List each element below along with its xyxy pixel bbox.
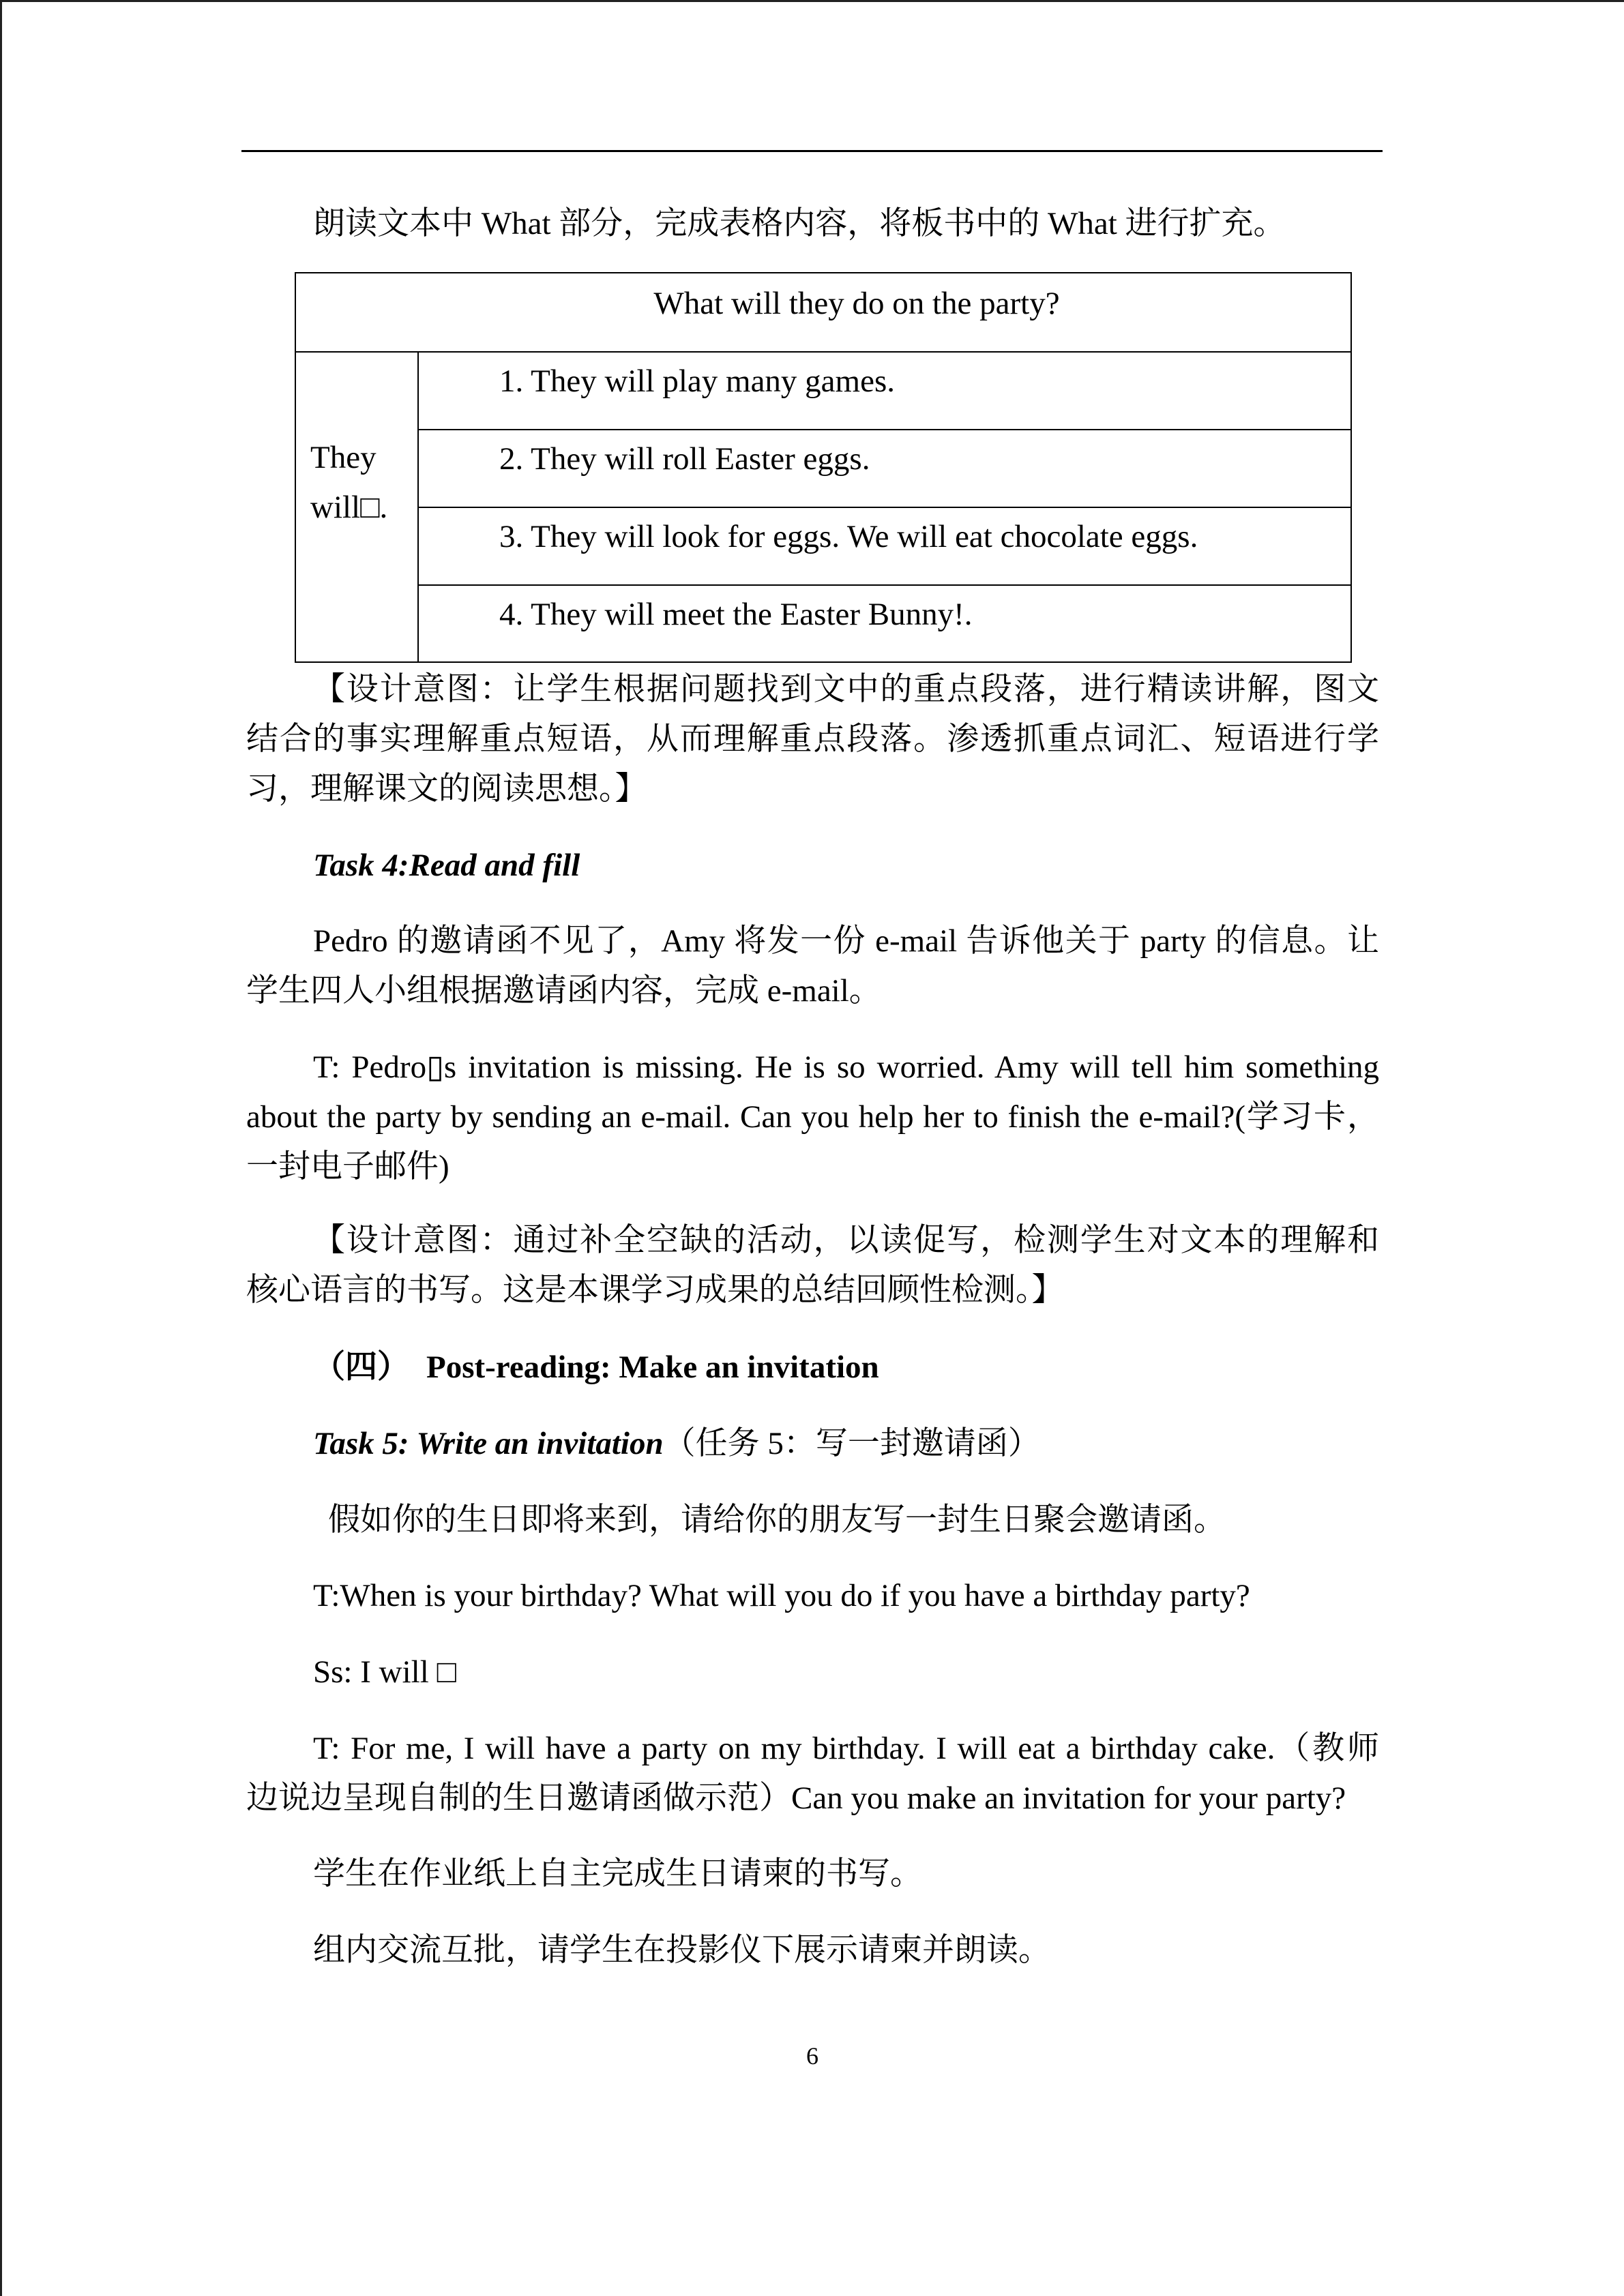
task-5-heading xyxy=(246,1419,1379,1469)
teacher-demo-line: 边说边呈现自制的生日邀请函做示范）Can you make an invitation for your party? xyxy=(246,1780,1346,1816)
table-row-label: They will□. xyxy=(295,352,418,662)
table-row: 2. They will roll Easter eggs. xyxy=(418,430,1351,507)
table-row: 4. They will meet the Easter Bunny!. xyxy=(418,585,1351,662)
task-5-title-note: （任务 5：写一封邀请函） xyxy=(663,1426,1040,1461)
teacher-question xyxy=(246,1571,1379,1621)
page-number: 6 xyxy=(806,2042,818,2070)
header-rule xyxy=(241,150,1383,152)
design-intent-paragraph-2 xyxy=(246,1216,1379,1315)
activity-line: 学生在作业纸上自主完成生日请柬的书写。 xyxy=(313,1856,922,1892)
task-4-description xyxy=(246,916,1379,1016)
task-5-prompt xyxy=(246,1495,1379,1545)
student-answer-line: Ss: I will □ xyxy=(313,1654,456,1690)
student-answer xyxy=(246,1648,1379,1697)
instruction-paragraph xyxy=(246,199,1379,249)
task-5-title: Task 5: Write an invitation xyxy=(313,1426,664,1461)
table-row: 1. They will play many games. xyxy=(418,352,1351,430)
description-line: Pedro 的邀请函不见了，Amy 将发一份 e-mail 告诉他关于 party 的信息。让 xyxy=(313,923,1379,959)
design-intent-line: 【设计意图：让学生根据问题找到文中的重点段落，进行精读讲解，图文 xyxy=(313,672,1379,707)
instruction-text: 朗读文本中 What 部分，完成表格内容，将板书中的 What 进行扩充。 xyxy=(313,206,1286,241)
design-intent-line: 核心语言的书写。这是本课学习成果的总结回顾性检测。】 xyxy=(246,1272,1064,1308)
description-line: 学生四人小组根据邀请函内容，完成 e-mail。 xyxy=(246,973,881,1009)
dialogue-line: 一封电子邮件) xyxy=(246,1149,449,1184)
teacher-demo-line: T: For me, I will have a party on my birthday. I will eat a birthday cake.（教师 xyxy=(313,1731,1379,1766)
table-header-cell: What will they do on the party? xyxy=(295,273,1351,352)
section-number: （四） xyxy=(313,1350,409,1385)
design-intent-line: 【设计意图：通过补全空缺的活动，以读促写，检测学生对文本的理解和 xyxy=(313,1223,1379,1258)
table-row: 3. They will look for eggs. We will eat chocolate eggs. xyxy=(418,507,1351,585)
activity-line: 组内交流互批，请学生在投影仪下展示请柬并朗读。 xyxy=(313,1933,1050,1968)
section-heading-line xyxy=(246,1343,1379,1392)
section-4-heading xyxy=(246,1343,1379,1392)
section-title: Post-reading: Make an invitation xyxy=(426,1350,879,1385)
task-5-heading-line xyxy=(246,1419,1379,1469)
task-4-heading xyxy=(246,841,1379,891)
task-4-dialogue xyxy=(246,1043,1379,1192)
design-intent-line: 结合的事实理解重点短语，从而理解重点段落。渗透抓重点词汇、短语进行学 xyxy=(246,721,1379,757)
student-activity xyxy=(246,1849,1379,1899)
teacher-question-line: T:When is your birthday? What will you do if you have a birthday party? xyxy=(313,1578,1250,1613)
dialogue-line: T: Pedro▯s invitation is missing. He is so worried. Amy will tell him something xyxy=(313,1049,1379,1085)
prompt-line: 假如你的生日即将来到，请给你的朋友写一封生日聚会邀请函。 xyxy=(328,1502,1226,1538)
design-intent-paragraph-1 xyxy=(246,665,1379,814)
design-intent-line: 习，理解课文的阅读思想。】 xyxy=(246,771,647,807)
dialogue-line: about the party by sending an e-mail. Can you help her to finish the e-mail?(学习卡， xyxy=(246,1099,1379,1135)
teacher-demo xyxy=(246,1724,1379,1823)
task-4-title: Task 4:Read and fill xyxy=(313,848,580,883)
what-table xyxy=(295,272,1352,663)
group-activity xyxy=(246,1926,1379,1976)
